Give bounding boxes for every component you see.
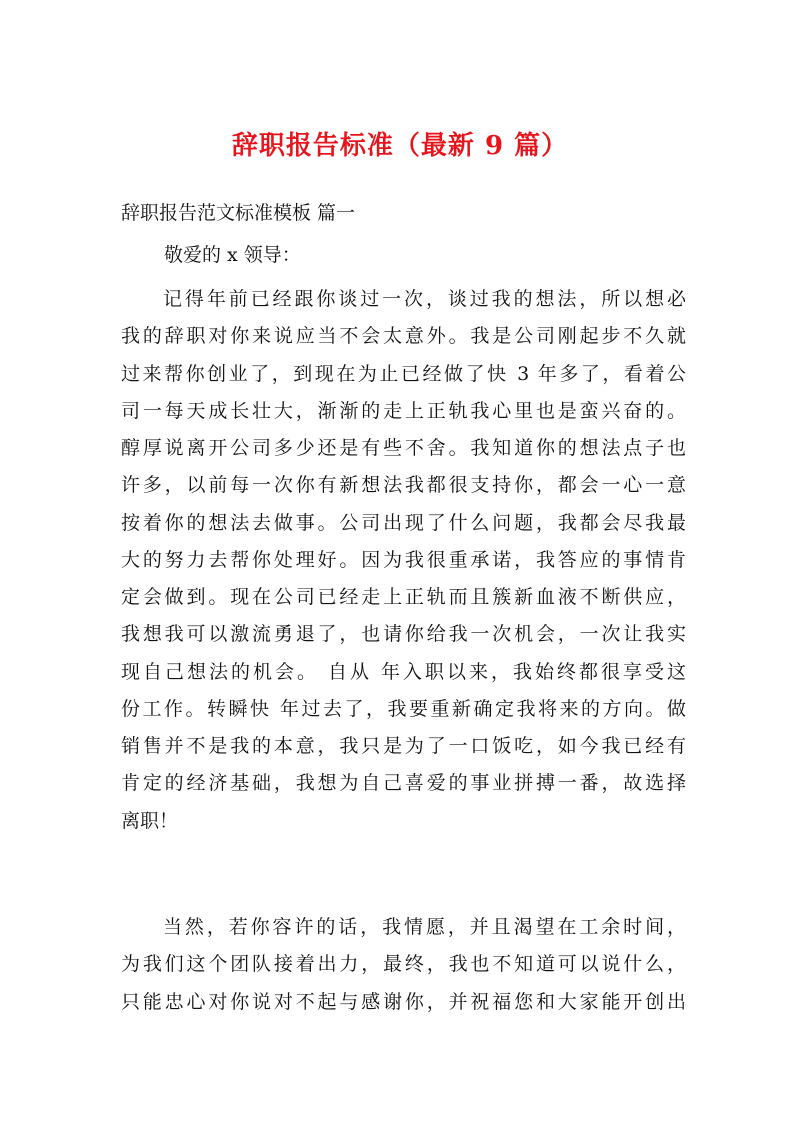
paragraph-line: 大的努力去帮你处理好。因为我很重承诺，我答应的事情肯 xyxy=(121,548,686,571)
body-paragraph xyxy=(121,909,686,1021)
paragraph-line: 过来帮你创业了，到现在为止已经做了快 3 年多了，看着公 xyxy=(121,362,686,385)
paragraph-line: 我的辞职对你来说应当不会太意外。我是公司刚起步不久就 xyxy=(121,325,686,348)
paragraph-line: 份工作。转瞬快 年过去了，我要重新确定我将来的方向。做 xyxy=(121,697,686,720)
paragraph-line: 许多，以前每一次你有新想法我都很支持你，都会一心一意 xyxy=(121,474,686,497)
section-heading: 辞职报告范文标准模板 篇一 xyxy=(121,202,356,224)
document-title: 辞职报告标准（最新 9 篇） xyxy=(231,131,569,161)
paragraph-line: 只能忠心对你说对不起与感谢你，并祝福您和大家能开创出 xyxy=(121,990,686,1013)
paragraph-line: 肯定的经济基础，我想为自己喜爱的事业拼搏一番，故选择 xyxy=(121,772,686,795)
paragraph-line: 现自己想法的机会。 自从 年入职以来，我始终都很享受这 xyxy=(121,660,686,683)
paragraph-line: 醇厚说离开公司多少还是有些不舍。我知道你的想法点子也 xyxy=(121,437,686,459)
paragraph-line: 销售并不是我的本意，我只是为了一口饭吃，如今我已经有 xyxy=(121,735,686,757)
paragraph-line: 按着你的想法去做事。公司出现了什么问题，我都会尽我最 xyxy=(121,511,686,534)
body-paragraph xyxy=(121,281,686,840)
paragraph-line: 记得年前已经跟你谈过一次，谈过我的想法，所以想必 xyxy=(163,288,686,310)
salutation: 敬爱的 x 领导： xyxy=(164,244,301,266)
paragraph-line: 当然，若你容许的话，我情愿，并且渴望在工余时间， xyxy=(163,916,686,938)
paragraph-line: 我想我可以激流勇退了，也请你给我一次机会，一次让我实 xyxy=(121,623,686,646)
paragraph-line: 离职！ xyxy=(121,809,179,832)
paragraph-line: 定会做到。现在公司已经走上正轨而且簇新血液不断供应， xyxy=(121,586,686,608)
paragraph-line: 为我们这个团队接着出力，最终，我也不知道可以说什么， xyxy=(121,953,686,976)
paragraph-line: 司一每天成长壮大，渐渐的走上正轨我心里也是蛮兴奋的。 xyxy=(121,399,686,422)
